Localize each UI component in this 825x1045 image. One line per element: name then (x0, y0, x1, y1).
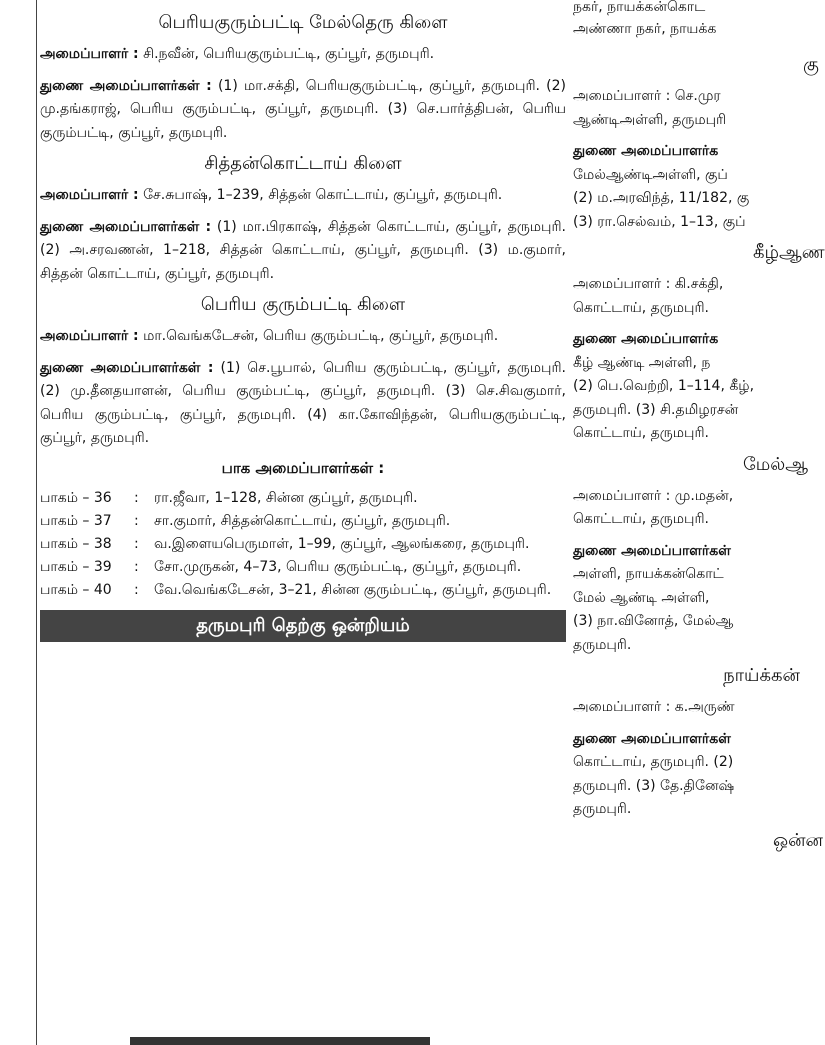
deputy-paragraph (40, 75, 566, 146)
text-line: அமைப்பாளர் : செ.முர (573, 88, 721, 104)
section-heading: மேல்ஆ (743, 453, 808, 475)
text-line: துணை அமைப்பாளர்க (573, 331, 719, 347)
organizer-paragraph (40, 325, 566, 349)
deputy-label: துணை அமைப்பாளர்கள் : (40, 359, 214, 376)
deputy-label: துணை அமைப்பாளர்கள் : (40, 218, 212, 235)
colon: : (134, 558, 139, 575)
text-line: (3) ரா.செல்வம், 1–13, குப் (573, 213, 746, 230)
booth-text: சோ.முருகன், 4–73, பெரிய குரும்பட்டி, குப்பூர், தருமபுரி. (154, 558, 522, 575)
booth-text: வ.இளையபெருமாள், 1–99, குப்பூர், ஆலங்கரை, தருமபுரி. (154, 535, 530, 552)
booth-text: வே.வெங்கடேசன், 3–21, சின்ன குரும்பட்டி, குப்பூர், தருமபுரி. (154, 581, 552, 598)
booth-label: பாகம் – 39 (40, 558, 112, 575)
section-heading: நாய்க்கன் (723, 665, 800, 686)
organizer-text: சி.நவீன், பெரியகுரும்பட்டி, குப்பூர், தருமபுரி. (138, 46, 435, 62)
text-line: மேல்ஆண்டிஅள்ளி, குப் (573, 166, 728, 183)
text-line: தருமபுரி. (573, 801, 632, 817)
deputy-text: (1) செ.பூபால், பெரிய குரும்பட்டி, குப்பூர், தருமபுரி. (2) மு.தீனதயாளன், பெரிய குரும்பட்டி, குப்பூர், தருமபுரி. (3) செ.சிவகுமார், பெரிய குரும்பட்டி, குப்பூர், தருமபுரி. (4) கா.கோவிந்தன், பெரியகுரும்பட்டி, குப்பூர், தருமபுரி. (40, 359, 566, 446)
table-row (40, 556, 566, 579)
union-banner: தருமபுரி தெற்கு ஒன்றியம் (40, 610, 566, 642)
booth-label: பாகம் – 37 (40, 512, 112, 529)
section-heading: ஒன்ன (773, 829, 823, 851)
booth-text: ரா.ஜீவா, 1–128, சின்ன குப்பூர், தருமபுரி. (154, 489, 418, 506)
organizer-label: அமைப்பாளர் : (40, 328, 139, 344)
text-line: (2) பெ.வெற்றி, 1–114, கீழ், (573, 378, 755, 394)
text-line: அமைப்பாளர் : க.அருண் (573, 699, 735, 715)
colon: : (134, 581, 139, 598)
table-row (40, 533, 566, 556)
deputy-text: (1) மா.பிரகாஷ், சித்தன் கொட்டாய், குப்பூர், தருமபுரி. (2) அ.சரவணன், 1–218, சித்தன் கொட்டாய், குப்பூர், தருமபுரி. (3) ம.குமார், சித்தன் கொட்டாய், குப்பூர், தருமபுரி. (40, 218, 566, 282)
section-heading-periyakurumpatti-melteru: பெரியகுரும்பட்டி மேல்தெரு கிளை (158, 12, 448, 33)
text-line: அண்ணா நகர், நாயக்க (573, 21, 717, 37)
next-banner-edge (130, 1037, 430, 1045)
right-column (573, 0, 825, 1045)
table-row (40, 579, 566, 602)
deputy-paragraph (40, 216, 566, 287)
text-line: அள்ளி, நாயக்கன்கொட் (573, 566, 724, 582)
text-line: நகர், நாயக்கன்கொட (573, 0, 706, 15)
deputy-label: துணை அமைப்பாளர்கள் : (40, 77, 212, 94)
text-line: கீழ் ஆண்டி அள்ளி, ந (573, 354, 711, 371)
text-line: அமைப்பாளர் : மு.மதன், (573, 487, 734, 504)
deputy-text: (1) மா.சக்தி, பெரியகுரும்பட்டி, குப்பூர், தருமபுரி. (2) மு.தங்கராஜ், பெரிய குரும்பட்டி, குப்பூர், தருமபுரி. (3) செ.பார்த்திபன், பெரிய குரும்பட்டி, குப்பூர், தருமபுரி. (40, 77, 566, 141)
text-line: கொட்டாய், தருமபுரி. (2) (573, 754, 734, 770)
organizer-text: சே.சுபாஷ், 1–239, சித்தன் கொட்டாய், குப்பூர், தருமபுரி. (138, 187, 503, 203)
table-row (40, 487, 566, 510)
booth-label: பாகம் – 36 (40, 489, 112, 506)
booth-organizers-heading: பாக அமைப்பாளர்கள் : (221, 458, 385, 477)
text-line: கொட்டாய், தருமபுரி. (573, 425, 709, 441)
organizer-paragraph (40, 43, 566, 67)
text-line: துணை அமைப்பாளர்கள் (573, 730, 731, 747)
booth-table (40, 487, 566, 602)
organizer-paragraph (40, 184, 566, 208)
text-line: கொட்டாய், தருமபுரி. (573, 511, 709, 527)
booth-text: சா.குமார், சித்தன்கொட்டாய், குப்பூர், தருமபுரி. (154, 512, 451, 529)
text-line: துணை அமைப்பாளர்கள் (573, 542, 731, 559)
text-line: (2) ம.அரவிந்த், 11/182, கு (573, 190, 750, 206)
section-heading: கு (803, 54, 819, 75)
column-rule (36, 0, 37, 1045)
section-heading-chithankottai: சித்தன்கொட்டாய் கிளை (204, 153, 402, 174)
organizer-text: மா.வெங்கடேசன், பெரிய குரும்பட்டி, குப்பூர், தருமபுரி. (138, 328, 499, 344)
organizer-label: அமைப்பாளர் : (40, 46, 139, 62)
booth-label: பாகம் – 38 (40, 535, 112, 552)
text-line: தருமபுரி. (3) தே.தினேஷ் (573, 777, 735, 794)
deputy-paragraph (40, 357, 566, 451)
colon: : (134, 512, 139, 529)
table-row (40, 510, 566, 533)
text-line: மேல் ஆண்டி அள்ளி, (573, 589, 710, 606)
text-line: ஆண்டிஅள்ளி, தருமபுரி (573, 111, 727, 128)
colon: : (134, 489, 139, 506)
colon: : (134, 535, 139, 552)
organizer-label: அமைப்பாளர் : (40, 187, 139, 203)
text-line: தருமபுரி. (573, 636, 632, 653)
text-line: கொட்டாய், தருமபுரி. (573, 299, 709, 316)
section-heading: கீழ்ஆண (753, 242, 825, 263)
section-heading-periya-kurumpatti: பெரிய குரும்பட்டி கிளை (200, 294, 406, 315)
booth-label: பாகம் – 40 (40, 581, 112, 598)
text-line: (3) நா.வினோத், மேல்ஆ (573, 613, 734, 629)
text-line: தருமபுரி. (3) சி.தமிழரசன் (573, 401, 739, 418)
left-column (40, 0, 566, 1045)
text-line: அமைப்பாளர் : கி.சக்தி, (573, 276, 724, 292)
text-line: துணை அமைப்பாளர்க (573, 143, 719, 159)
